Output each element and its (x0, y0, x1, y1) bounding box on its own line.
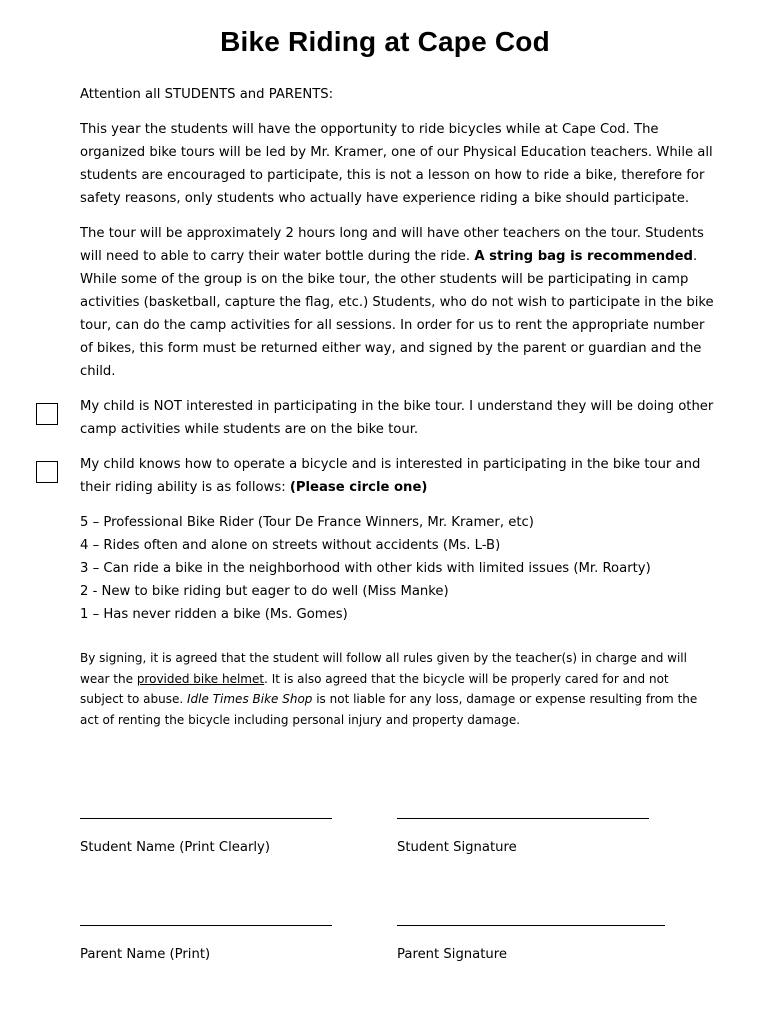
circle-one-note: (Please circle one) (289, 480, 428, 495)
student-name-label: Student Name (Print Clearly) (80, 840, 270, 855)
student-signature-label: Student Signature (397, 840, 517, 855)
document-title: Bike Riding at Cape Cod (220, 26, 550, 57)
tour-details-paragraph (80, 222, 720, 383)
string-bag-note: A string bag is recommended (474, 249, 694, 264)
attention-line: Attention all STUDENTS and PARENTS: (80, 87, 334, 102)
intro-paragraph: This year the students will have the opportunity to ride bicycles while at Cape Cod. The organized bike tours will be led by Mr. Kramer, one of our Physical Education teachers. While all students are encouraged to participate, this is not a lesson on how to ride a bike, therefore for safety reasons, only students who actually have experience riding a bike should participate. (80, 122, 713, 206)
riding-level-4[interactable]: 4 – Rides often and alone on streets without accidents (Ms. L-B) (80, 538, 501, 553)
not-interested-checkbox[interactable] (36, 403, 58, 425)
not-interested-option: My child is NOT interested in participating in the bike tour. I understand they will be doing other camp activities while students are on the bike tour. (80, 399, 714, 437)
waiver-part2: . It is also agreed that the bicycle will be properly cared for and not subject to abuse. (80, 671, 669, 706)
waiver-part3: is not liable for any loss, damage or expense resulting from the act of renting the bicycle including personal injury and property damage. (80, 692, 698, 727)
tour-details-start: The tour will be approximately 2 hours long and will have other teachers on the tour. Students will need to able to carry their water bottle during the ride. (80, 226, 704, 264)
interested-option-text: My child knows how to operate a bicycle and is interested in participating in the bike tour and their riding ability is as follows: (80, 457, 701, 495)
waiver-part1: By signing, it is agreed that the student will follow all rules given by the teacher(s) in charge and will wear the (80, 651, 687, 686)
riding-level-2[interactable]: 2 - New to bike riding but eager to do well (Miss Manke) (80, 584, 449, 599)
student-name-line[interactable] (80, 818, 332, 819)
parent-signature-label: Parent Signature (397, 947, 508, 962)
parent-name-label: Parent Name (Print) (80, 947, 211, 962)
riding-level-1[interactable]: 1 – Has never ridden a bike (Ms. Gomes) (80, 607, 348, 622)
riding-level-5[interactable]: 5 – Professional Bike Rider (Tour De France Winners, Mr. Kramer, etc) (80, 515, 534, 530)
tour-details-end: . While some of the group is on the bike tour, the other students will be participating in camp activities (basketball, capture the flag, etc.) Students, who do not wish to participate in the bike tour, can do the camp activities for all sessions. In order for us to rent the appropriate number of bikes, this form must be returned either way, and signed by the parent or guardian and the child. (80, 249, 714, 379)
waiver-paragraph (80, 648, 710, 730)
parent-signature-line[interactable] (397, 925, 665, 926)
helmet-text: provided bike helmet (136, 671, 265, 686)
bike-shop-name: Idle Times Bike Shop (187, 692, 313, 706)
student-signature-line[interactable] (397, 818, 649, 819)
interested-option (80, 453, 720, 499)
interested-checkbox[interactable] (36, 461, 58, 483)
riding-levels-list (80, 511, 720, 626)
riding-level-3[interactable]: 3 – Can ride a bike in the neighborhood with other kids with limited issues (Mr. Roarty) (80, 561, 651, 576)
parent-name-line[interactable] (80, 925, 332, 926)
